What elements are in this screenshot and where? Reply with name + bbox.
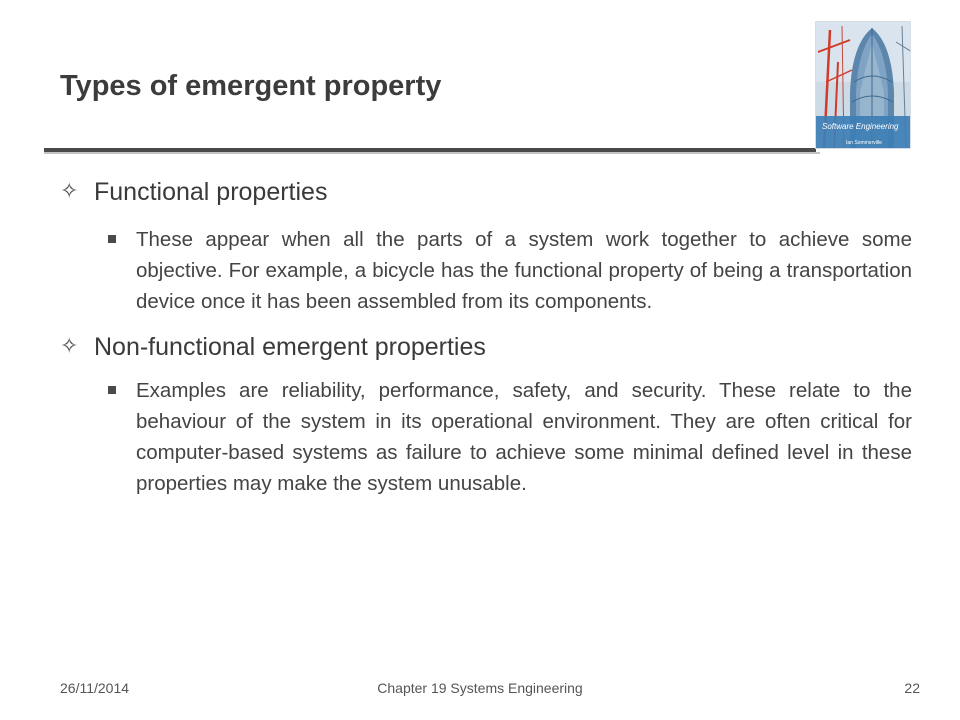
sub-bullet-non-functional bbox=[108, 375, 912, 499]
square-bullet-icon bbox=[108, 235, 116, 243]
bullet-heading: Functional properties bbox=[94, 178, 328, 206]
cover-author: Ian Sommerville bbox=[846, 140, 882, 146]
bullet-heading: Non-functional emergent properties bbox=[94, 333, 486, 361]
sub-bullet-functional bbox=[108, 224, 912, 317]
footer-page-number: 22 bbox=[904, 680, 920, 696]
footer-date: 26/11/2014 bbox=[60, 680, 130, 696]
sub-bullet-text: These appear when all the parts of a system work together to achieve some objective. For example, a bicycle has the functional property of being a transportation device once it has been assembled from its components. bbox=[136, 228, 912, 313]
title-rule-shadow bbox=[44, 152, 820, 154]
slide-title: Types of emergent property bbox=[60, 70, 442, 102]
bullet-non-functional-properties bbox=[60, 327, 912, 367]
footer-chapter: Chapter 19 Systems Engineering bbox=[377, 680, 583, 696]
book-cover-image bbox=[815, 21, 911, 149]
cover-title: Software Engineering bbox=[822, 122, 899, 131]
star-bullet-icon: ✧ bbox=[60, 334, 79, 359]
square-bullet-icon bbox=[108, 386, 116, 394]
slide-body bbox=[60, 172, 912, 499]
title-rule bbox=[44, 148, 816, 152]
book-cover-illustration bbox=[816, 22, 911, 149]
star-bullet-icon: ✧ bbox=[60, 179, 79, 204]
sub-bullet-text: Examples are reliability, performance, safety, and security. These relate to the behaviour of the system in its operational environment. They are often critical for computer-based systems as failure to achieve some minimal defined level in these properties may make the system unusable. bbox=[136, 379, 912, 495]
bullet-functional-properties bbox=[60, 172, 912, 212]
